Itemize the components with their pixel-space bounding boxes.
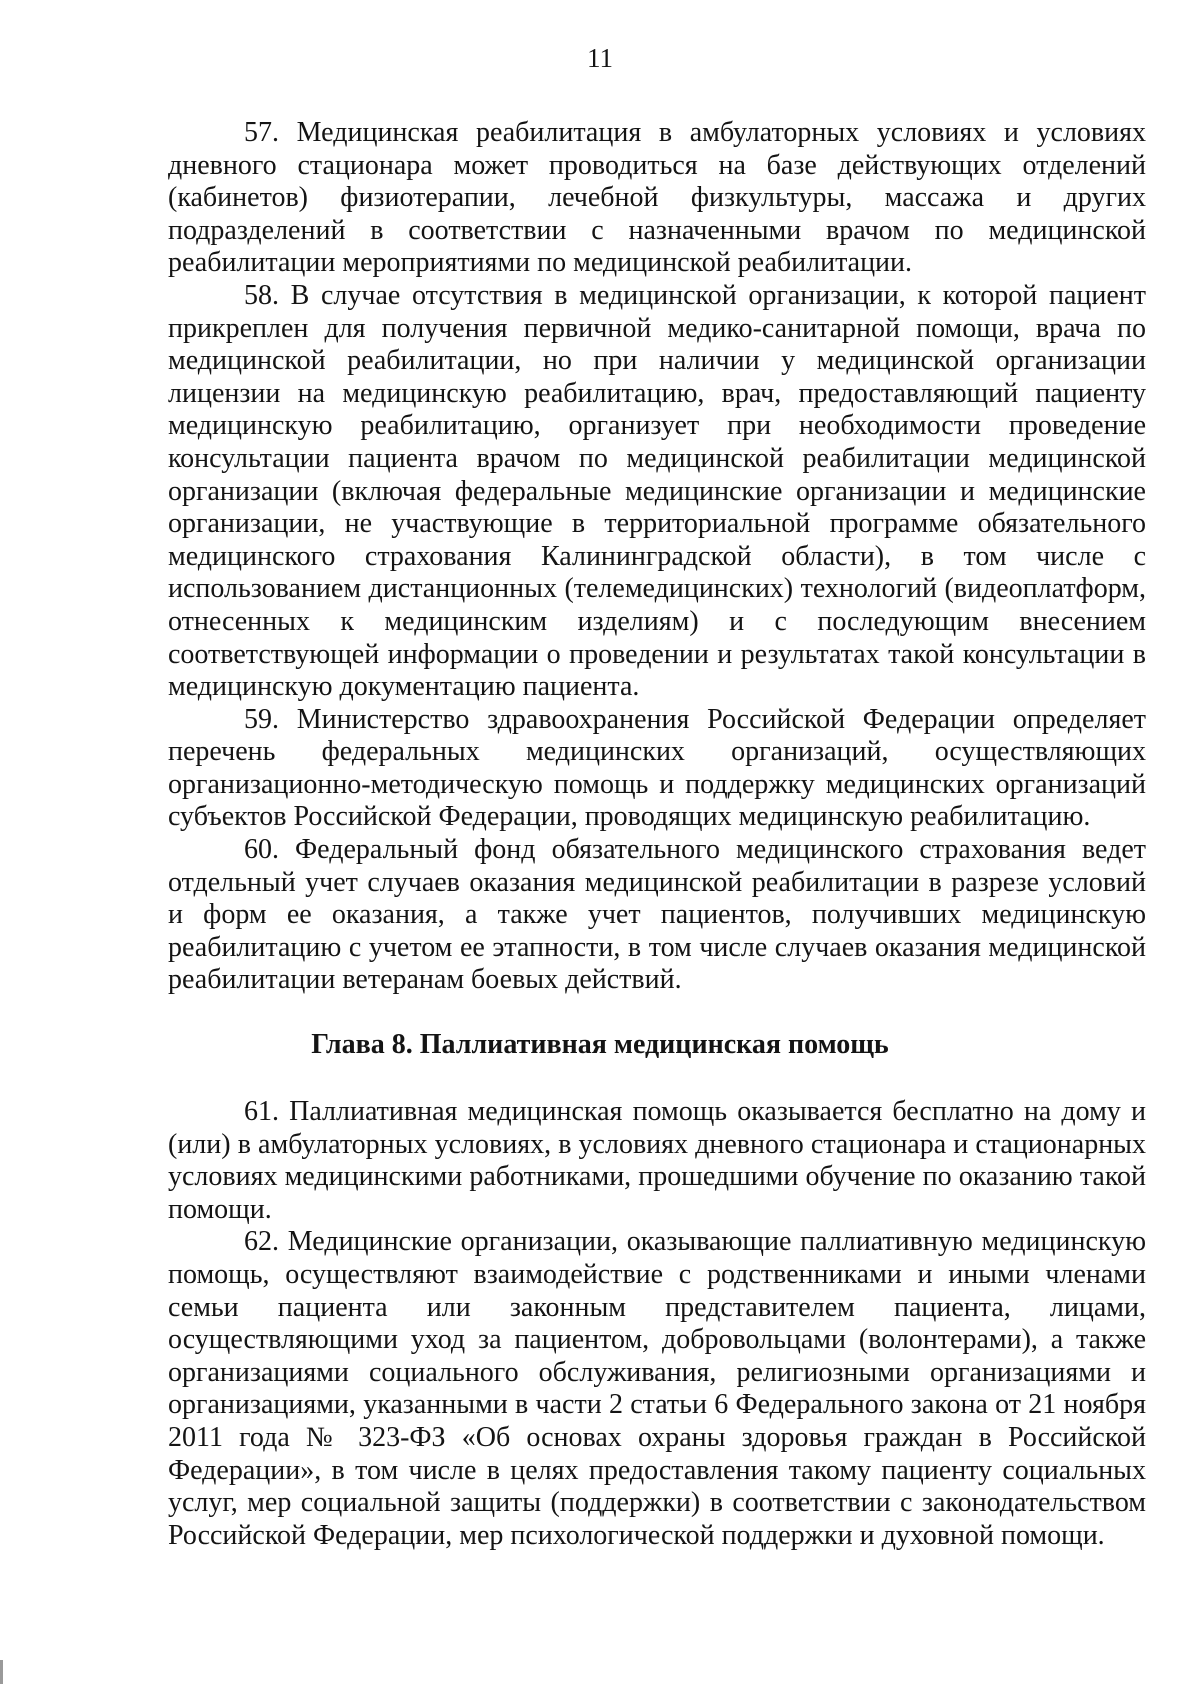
paragraph-57: 57. Медицинская реабилитация в амбулаторных условиях и условиях дневного стационара может проводиться на базе действующих отделений (кабинетов) физиотерапии, лечебной физкультуры, массажа и других подразделений в соответствии с назначенными врачом по медицинской реабилитации мероприятиями по медицинской реабилитации.	[168, 117, 1146, 279]
paragraphs-after-chapter	[168, 1096, 1146, 1552]
scan-edge-mark	[0, 1660, 3, 1684]
paragraph-58: 58. В случае отсутствия в медицинской организации, к которой пациент прикреплен для получения первичной медико-санитарной помощи, врача по медицинской реабилитации, но при наличии у медицинской организации лицензии на медицинскую реабилитацию, врач, предоставляющий пациенту медицинскую реабилитацию, организует при необходимости проведение консультации пациента врачом по медицинской реабилитации медицинской организации (включая федеральные медицинские организации и медицинские организации, не участвующие в территориальной программе обязательного медицинского страхования Калининградской области), в том числе с использованием дистанционных (телемедицинских) технологий (видеоплатформ, отнесенных к медицинским изделиям) и с последующим внесением соответствующей информации о проведении и результатах такой консультации в медицинскую документацию пациента.	[168, 279, 1146, 703]
chapter-heading: Глава 8. Паллиативная медицинская помощь	[311, 1029, 889, 1060]
page-number: 11	[587, 43, 613, 73]
paragraph-62: 62. Медицинские организации, оказывающие паллиативную медицинскую помощь, осуществляют взаимодействие с родственниками и иными членами семьи пациента или законным представителем пациента, лицами, осуществляющими уход за пациентом, добровольцами (волонтерами), а также организациями социального обслуживания, религиозными организациями и организациями, указанными в части 2 статьи 6 Федерального закона от 21 ноября 2011 года № 323-ФЗ «Об основах охраны здоровья граждан в Российской Федерации», в том числе в целях предоставления такому пациенту социальных услуг, мер социальной защиты (поддержки) в соответствии с законодательством Российской Федерации, мер психологической поддержки и духовной помощи.	[168, 1226, 1146, 1551]
paragraphs-before-chapter	[168, 117, 1146, 997]
paragraph-60: 60. Федеральный фонд обязательного медицинского страхования ведет отдельный учет случаев оказания медицинской реабилитации в разрезе условий и форм ее оказания, а также учет пациентов, получивших медицинскую реабилитацию с учетом ее этапности, в том числе случаев оказания медицинской реабилитации ветеранам боевых действий.	[168, 834, 1146, 996]
paragraph-59: 59. Министерство здравоохранения Российской Федерации определяет перечень федеральных медицинских организаций, осуществляющих организационно-методическую помощь и поддержку медицинских организаций субъектов Российской Федерации, проводящих медицинскую реабилитацию.	[168, 703, 1146, 833]
paragraph-61: 61. Паллиативная медицинская помощь оказывается бесплатно на дому и (или) в амбулаторных условиях, в условиях дневного стационара и стационарных условиях медицинскими работниками, прошедшими обучение по оказанию такой помощи.	[168, 1096, 1146, 1225]
